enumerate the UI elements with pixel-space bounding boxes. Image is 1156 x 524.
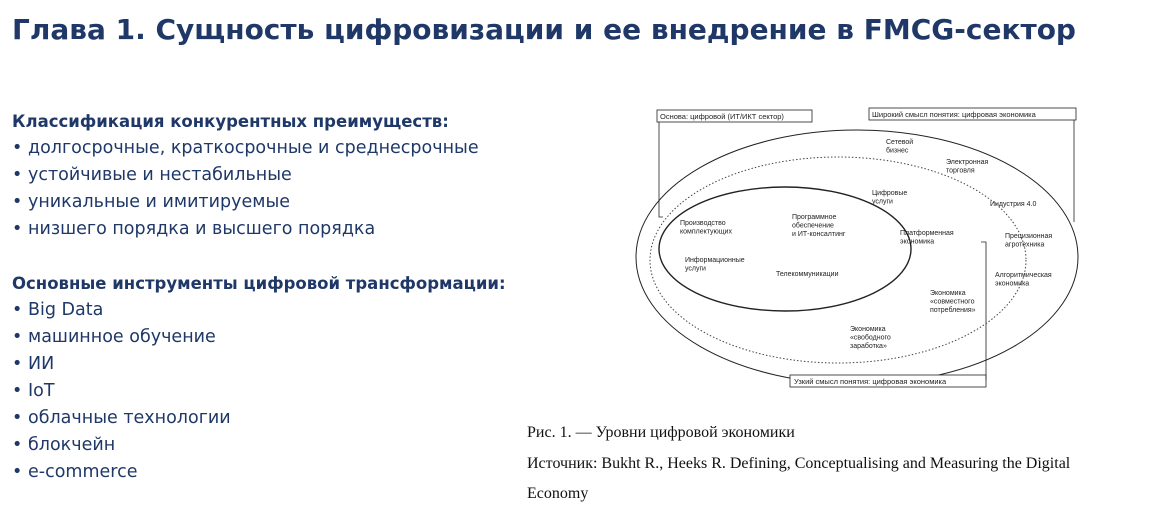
bullet-icon: • (12, 327, 23, 347)
narrow-box-label: Узкий смысл понятия: цифровая экономика (794, 377, 947, 386)
figure-caption: Рис. 1. — Уровни цифровой экономики (527, 424, 795, 441)
digital-tool-item (12, 405, 506, 432)
digital-tool-item-text: блокчейн (28, 435, 116, 455)
broad-sector-label: Алгоритмическая экономика (995, 272, 1052, 288)
narrow-sector-label: Платформенная экономика (900, 230, 954, 246)
broad-box-label: Широкий смысл понятия: цифровая экономика (872, 110, 1036, 119)
narrow-sector-label: Цифровые услуги (872, 190, 908, 206)
digital-tool-item-text: ИИ (28, 354, 55, 374)
competitive-advantage-item-text: низшего порядка и высшего порядка (28, 219, 376, 239)
digital-tool-item (12, 459, 506, 486)
source-line-1: Источник: Bukht R., Heeks R. Defining, Conceptualising and Measuring the Digital (527, 455, 1071, 472)
competitive-advantage-item (12, 135, 479, 162)
source-line-2: Economy (527, 485, 589, 502)
bullet-icon: • (12, 408, 23, 428)
core-sector-label: Телекоммуникации (776, 271, 839, 278)
digital-economy-levels-diagram (630, 102, 1080, 392)
bullet-icon: • (12, 138, 23, 158)
bullet-icon: • (12, 435, 23, 455)
core-sector-label: Производство комплектующих (680, 220, 732, 236)
narrow-sector-label: Экономика «совместного потребления» (930, 290, 976, 314)
competitive-advantage-item (12, 216, 479, 243)
competitive-advantage-item (12, 162, 479, 189)
digital-tool-item (12, 324, 506, 351)
digital-tool-item-text: IoT (28, 381, 55, 401)
broad-sector-label: Прецизионная агротехника (1005, 233, 1053, 249)
core-box-label: Основа: цифровой (ИТ/ИКТ сектор) (660, 112, 784, 121)
digital-tool-item-text: Big Data (28, 300, 104, 320)
narrow-connector (981, 242, 986, 380)
competitive-advantage-item-text: уникальные и имитируемые (28, 192, 291, 212)
competitive-advantages-section (12, 108, 479, 243)
digital-tool-item-text: e-commerce (28, 462, 138, 482)
broad-sector-label: Сетевой бизнес (886, 139, 914, 155)
bullet-icon: • (12, 165, 23, 185)
bullet-icon: • (12, 354, 23, 374)
bullet-icon: • (12, 462, 23, 482)
core-ellipse (659, 187, 911, 311)
digital-tool-item-text: облачные технологии (28, 408, 231, 428)
narrow-sector-label: Экономика «свободного заработка» (850, 326, 891, 350)
core-sector-label: Информационные услуги (685, 257, 745, 273)
diagram-labels (680, 138, 1052, 350)
bullet-icon: • (12, 300, 23, 320)
digital-tool-item (12, 297, 506, 324)
digital-tool-item-text: машинное обучение (28, 327, 216, 347)
competitive-advantage-item (12, 189, 479, 216)
digital-tool-item (12, 378, 506, 405)
bullet-icon: • (12, 192, 23, 212)
digital-tools-heading: Основные инструменты цифровой трансформации: (12, 274, 506, 293)
broad-sector-label: Электронная торговля (946, 159, 989, 175)
digital-tool-item (12, 432, 506, 459)
digital-tools-list (12, 297, 506, 486)
bullet-icon: • (12, 219, 23, 239)
page-title: Глава 1. Сущность цифровизации и ее внедрение в FMCG-сектор (12, 13, 1076, 46)
bullet-icon: • (12, 381, 23, 401)
digital-tool-item (12, 351, 506, 378)
competitive-advantages-heading: Классификация конкурентных преимуществ: (12, 112, 449, 131)
core-connector (659, 122, 663, 217)
competitive-advantage-item-text: долгосрочные, краткосрочные и среднесрочные (28, 138, 479, 158)
competitive-advantages-list (12, 135, 479, 243)
broad-sector-label: Индустрия 4.0 (990, 201, 1037, 208)
core-sector-label: Программное обеспечение и ИТ-консалтинг (792, 214, 846, 238)
digital-tools-section (12, 270, 506, 486)
competitive-advantage-item-text: устойчивые и нестабильные (28, 165, 292, 185)
